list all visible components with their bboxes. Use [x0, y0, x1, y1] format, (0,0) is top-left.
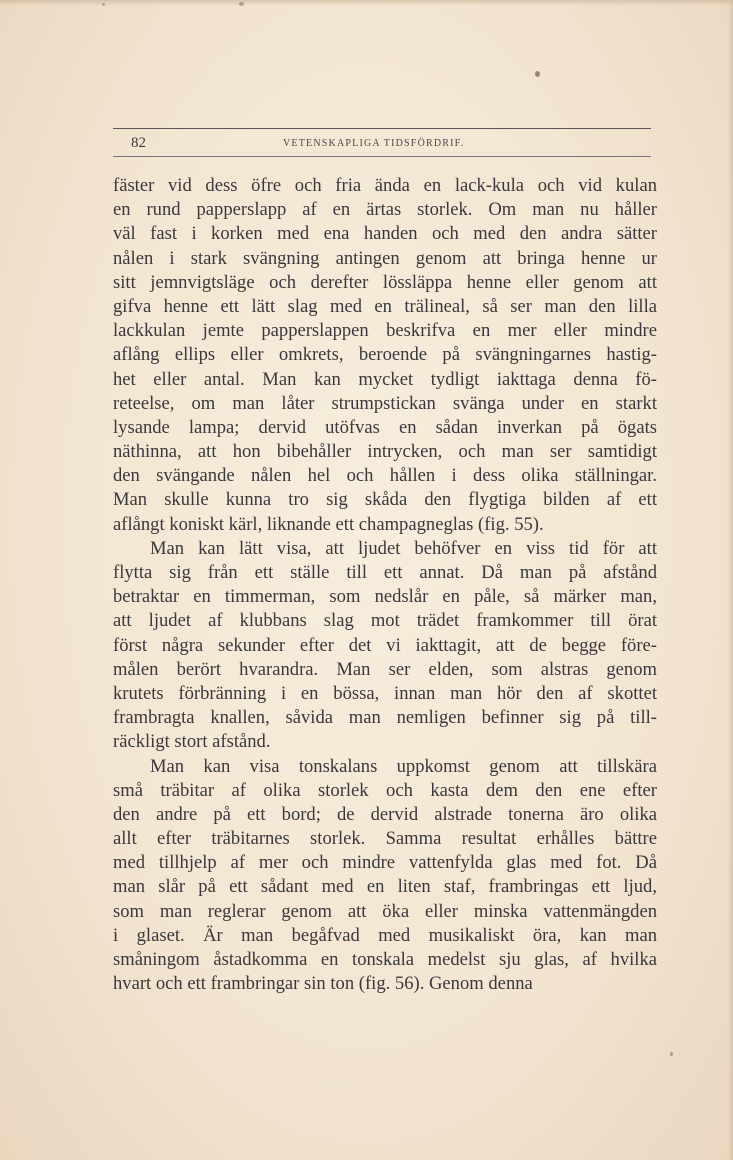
text-line: Man skulle kunna tro sig skåda den flygtiga bilden af ett — [113, 489, 657, 511]
header-rule-bottom — [113, 156, 651, 157]
text-line: hvart och ett frambringar sin ton (fig. 56). Genom denna — [113, 973, 533, 995]
text-line: den andre på ett bord; de dervid alstrade tonerna äro olika — [113, 803, 657, 825]
text-line: som man reglerar genom att öka eller minska vattenmängden — [113, 900, 657, 922]
text-line: små träbitar af olika storlek och kasta dem den ene efter — [113, 779, 657, 801]
text-line: betraktar en timmerman, som nedslår en påle, så märker man, — [113, 586, 657, 608]
text-line: sitt jemnvigtsläge och derefter lössläppa henne eller genom att — [113, 271, 657, 293]
text-line: en rund papperslapp af en ärtas storlek. Om man nu håller — [113, 199, 657, 221]
paragraph — [113, 537, 657, 755]
text-line: väl fast i korken med ena handen och med den andra sätter — [113, 223, 657, 245]
text-line: med tillhjelp af mer och mindre vattenfylda glas med fot. Då — [113, 852, 657, 874]
text-line: reteelse, om man låter strumpstickan svänga under en starkt — [113, 392, 657, 414]
text-line: man slår på ett sådant med en liten staf, frambringas ett ljud, — [113, 876, 657, 898]
text-line: lysande lampa; dervid utöfvas en sådan inverkan på ögats — [113, 416, 657, 438]
paper-speck — [102, 3, 105, 6]
text-line: lackkulan jemte papperslappen beskrifva en mer eller mindre — [113, 320, 657, 342]
paper-speck — [670, 1052, 673, 1056]
running-head: VETENSKAPLIGA TIDSFÖRDRIF. — [283, 138, 465, 149]
header-rule-top — [113, 128, 651, 129]
paper-speck — [239, 2, 244, 6]
text-line: aflång ellips eller omkrets, beroende på svängningarnes hastig- — [113, 344, 657, 366]
page-edge-shadow — [728, 0, 733, 1160]
page-number: 82 — [131, 135, 146, 151]
text-line: aflångt koniskt kärl, liknande ett champagneglas (fig. 55). — [113, 513, 544, 535]
text-line: fäster vid dess öfre och fria ända en lack-kula och vid kulan — [113, 175, 657, 196]
text-line: frambragta knallen, såvida man nemligen befinner sig på till- — [113, 707, 657, 729]
text-line: gifva henne ett lätt slag med en trälineal, så ser man den lilla — [113, 295, 657, 317]
paragraph — [113, 755, 657, 997]
text-line: Man kan lätt visa, att ljudet behöfver en viss tid för att — [150, 537, 657, 559]
text-line: allt efter träbitarnes storlek. Samma resultat erhålles bättre — [113, 828, 657, 850]
body-text — [113, 174, 657, 996]
text-line: räckligt stort afstånd. — [113, 731, 271, 753]
text-line: krutets förbränning i en bössa, innan man hör den af skottet — [113, 682, 657, 704]
text-line: att ljudet af klubbans slag mot trädet framkommer till örat — [113, 610, 657, 632]
text-line: flytta sig från ett ställe till ett annat. Då man på afstånd — [113, 562, 657, 583]
text-line: het eller antal. Man kan mycket tydligt iakttaga denna fö- — [113, 368, 657, 390]
page-header — [113, 124, 651, 160]
text-line: näthinna, att hon bibehåller intrycken, och man ser samtidigt — [113, 441, 657, 463]
page-edge-shadow — [0, 0, 733, 6]
text-line: i glaset. Är man begåfvad med musikaliskt öra, kan man — [113, 924, 657, 946]
paragraph — [113, 174, 657, 537]
text-line: målen berört hvarandra. Man ser elden, som alstras genom — [113, 658, 657, 680]
text-line: nålen i stark svängning antingen genom att bringa henne ur — [113, 247, 657, 269]
text-line: först några sekunder efter det vi iakttagit, att de begge före- — [113, 634, 657, 656]
text-line: Man kan visa tonskalans uppkomst genom att tillskära — [150, 755, 657, 777]
paper-speck — [535, 71, 540, 77]
text-line: den svängande nålen hel och hållen i dess olika ställningar. — [113, 465, 657, 487]
text-line: småningom åstadkomma en tonskala medelst sju glas, af hvilka — [113, 949, 657, 970]
